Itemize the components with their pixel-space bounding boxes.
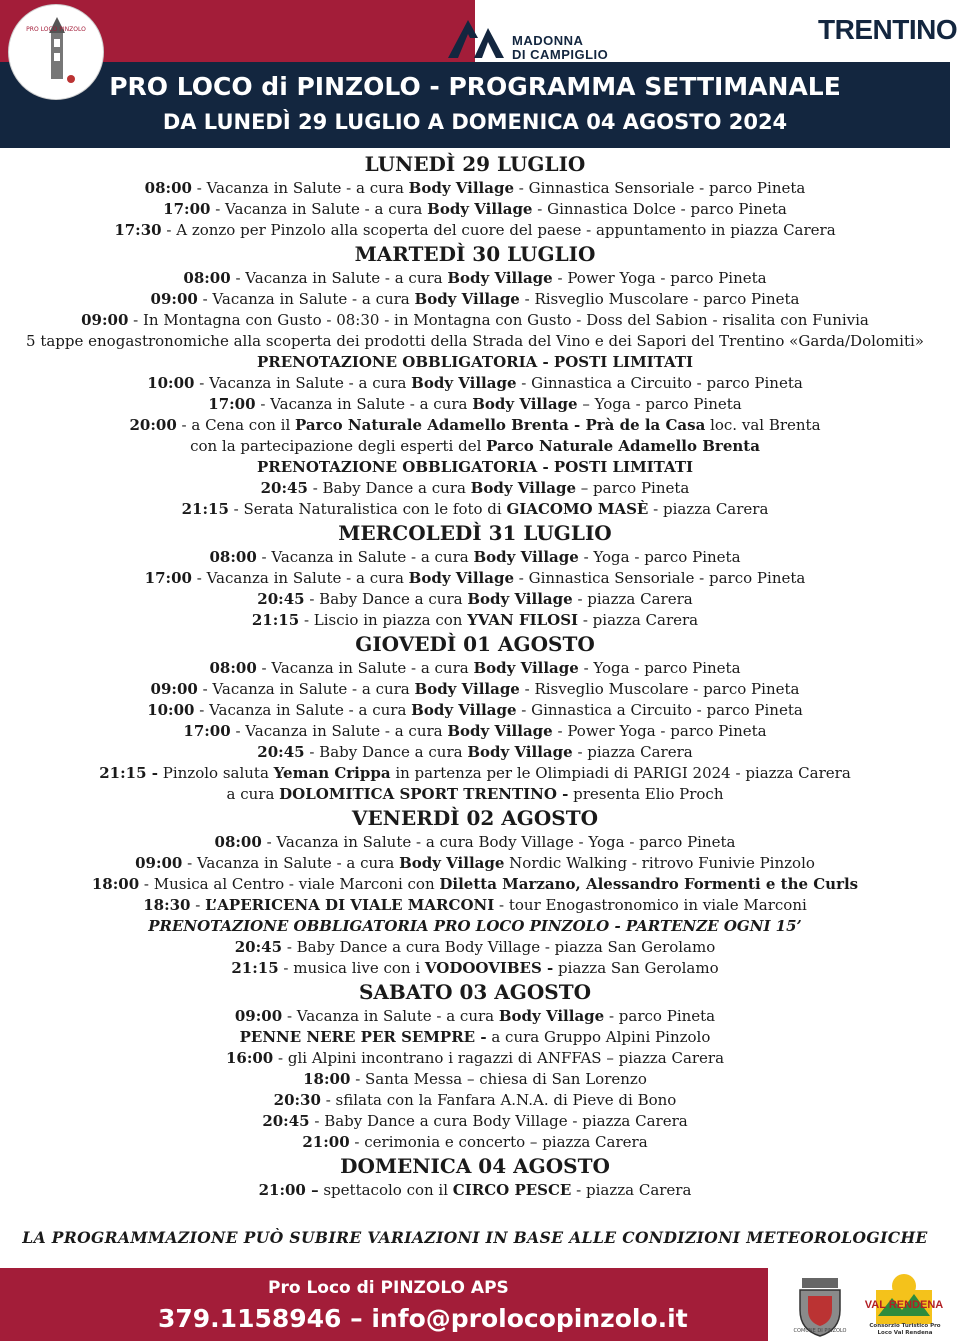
event-line xyxy=(0,568,950,589)
event-text: 5 tappe enogastronomiche alla scoperta dei prodotti della Strada del Vino e dei Sapori del Trentino «Garda/Dolomiti» xyxy=(26,332,924,350)
event-text: PRENOTAZIONE OBBLIGATORIA - POSTI LIMITATI xyxy=(256,458,694,476)
event-highlight: 20:30 xyxy=(273,1091,321,1109)
event-highlight: YVAN FILOSI xyxy=(467,611,579,629)
event-line xyxy=(0,700,950,721)
event-highlight: Body Village xyxy=(498,1007,605,1025)
weather-disclaimer: LA PROGRAMMAZIONE PUÒ SUBIRE VARIAZIONI IN BASE ALLE CONDIZIONI METEOROLOGICHE xyxy=(22,1228,928,1247)
event-text: - cerimonia e concerto – piazza Carera xyxy=(349,1133,648,1151)
madonna-di-campiglio-logo xyxy=(446,14,636,60)
event-text: a cura xyxy=(226,785,280,803)
event-text: - Vacanza in Salute - a cura xyxy=(230,269,448,287)
booking-note xyxy=(0,352,950,373)
event-text: – parco Pineta xyxy=(576,479,690,497)
event-highlight: GIACOMO MASÈ xyxy=(506,500,649,518)
event-line xyxy=(0,658,950,679)
event-highlight: 18:30 xyxy=(143,896,191,914)
event-line xyxy=(0,1027,950,1048)
event-highlight: 18:00 xyxy=(303,1070,351,1088)
event-text: - Vacanza in Salute - a cura xyxy=(194,374,412,392)
event-text: in partenza per le Olimpiadi di PARIGI 2024 - piazza Carera xyxy=(390,764,851,782)
event-text: - Ginnastica Sensoriale - parco Pineta xyxy=(514,569,806,587)
event-text: - A zonzo per Pinzolo alla scoperta del cuore del paese - appuntamento in piazza Carera xyxy=(161,221,836,239)
event-line xyxy=(0,784,950,805)
event-highlight: DOLOMITICA SPORT TRENTINO - xyxy=(279,785,569,803)
event-highlight: 21:15 xyxy=(251,611,300,629)
event-text: - piazza Carera xyxy=(572,590,693,608)
event-highlight: Body Village xyxy=(411,374,517,392)
event-text: - piazza Carera xyxy=(648,500,769,518)
event-text: loc. val Brenta xyxy=(705,416,821,434)
event-text: - parco Pineta xyxy=(604,1007,716,1025)
day-heading: MERCOLEDÌ 31 LUGLIO xyxy=(338,521,612,545)
event-line xyxy=(0,1180,950,1201)
page-title: PRO LOCO di PINZOLO - PROGRAMMA SETTIMANALE xyxy=(109,72,841,101)
event-highlight: 08:00 xyxy=(183,269,231,287)
booking-note xyxy=(0,457,950,478)
event-highlight: Body Village xyxy=(414,290,520,308)
event-highlight: 20:45 xyxy=(257,590,305,608)
event-line xyxy=(0,268,950,289)
event-text: - Vacanza in Salute - a cura xyxy=(256,659,474,677)
event-highlight: 09:00 xyxy=(234,1007,283,1025)
event-text: - Risveglio Muscolare - parco Pineta xyxy=(519,680,800,698)
event-highlight: Body Village xyxy=(447,269,553,287)
event-text: - Vacanza in Salute - a cura xyxy=(282,1007,499,1025)
day-heading: DOMENICA 04 AGOSTO xyxy=(340,1154,610,1178)
event-line xyxy=(0,1090,950,1111)
event-line xyxy=(0,394,950,415)
event-line xyxy=(0,478,950,499)
event-highlight: 08:00 xyxy=(144,179,192,197)
event-text: - Vacanza in Salute - a cura xyxy=(256,548,474,566)
event-text: PRENOTAZIONE OBBLIGATORIA PRO LOCO PINZOLO - PARTENZE OGNI 15’ xyxy=(148,917,802,935)
mountain-peaks-icon xyxy=(446,14,506,60)
val-rendena-wordmark: VAL RENDENA xyxy=(864,1299,944,1311)
event-text: - Vacanza in Salute - a cura xyxy=(230,722,448,740)
event-highlight: Body Village xyxy=(427,200,533,218)
event-line xyxy=(0,499,950,520)
event-highlight: Body Village xyxy=(399,854,505,872)
event-text: - Ginnastica Sensoriale - parco Pineta xyxy=(514,179,806,197)
event-text: - Ginnastica a Circuito - parco Pineta xyxy=(516,701,803,719)
event-text: - Ginnastica Dolce - parco Pineta xyxy=(532,200,787,218)
event-highlight: Yeman Crippa xyxy=(273,764,391,782)
event-text: - Yoga - parco Pineta xyxy=(578,548,741,566)
madonna-logo-text xyxy=(512,34,608,62)
event-line xyxy=(0,721,950,742)
event-highlight: 08:00 xyxy=(209,548,257,566)
event-line xyxy=(0,1069,950,1090)
event-highlight: Body Village xyxy=(470,479,577,497)
event-highlight: VODOOVIBES - xyxy=(424,959,554,977)
event-text: - Musica al Centro - viale Marconi con xyxy=(139,875,440,893)
event-text: - musica live con i xyxy=(278,959,425,977)
day-heading: VENERDÌ 02 AGOSTO xyxy=(351,806,599,830)
madonna-line-1: MADONNA xyxy=(512,33,584,48)
event-text: - Baby Dance a cura xyxy=(307,479,471,497)
event-line xyxy=(0,610,950,631)
event-highlight: Parco Naturale Adamello Brenta - Prà de la Casa xyxy=(295,416,706,434)
day-heading: SABATO 03 AGOSTO xyxy=(358,980,592,1004)
day-heading: MARTEDÌ 30 LUGLIO xyxy=(354,242,596,266)
event-highlight: Diletta Marzano, Alessandro Formenti e the Curls xyxy=(439,875,859,893)
event-line xyxy=(0,589,950,610)
event-highlight: 20:45 xyxy=(234,938,283,956)
event-highlight: 16:00 xyxy=(225,1049,274,1067)
event-text: - Vacanza in Salute - a cura xyxy=(255,395,473,413)
event-highlight: 10:00 xyxy=(147,374,195,392)
event-text: presenta Elio Proch xyxy=(568,785,724,803)
event-text: - Vacanza in Salute - a cura xyxy=(191,569,409,587)
event-line xyxy=(0,895,950,916)
page-subtitle: DA LUNEDÌ 29 LUGLIO A DOMENICA 04 AGOSTO 2024 xyxy=(162,110,788,134)
event-highlight: 20:45 xyxy=(260,479,308,497)
event-highlight: L’APERICENA DI VIALE MARCONI xyxy=(205,896,495,914)
event-highlight: 17:00 xyxy=(183,722,231,740)
event-text: - piazza Carera xyxy=(578,611,699,629)
event-highlight: CIRCO PESCE xyxy=(452,1181,572,1199)
event-line xyxy=(0,853,950,874)
event-text: - Serata Naturalistica con le foto di xyxy=(228,500,507,518)
event-text: - Ginnastica a Circuito - parco Pineta xyxy=(516,374,803,392)
event-line xyxy=(0,1006,950,1027)
event-text: - Baby Dance a cura xyxy=(304,743,468,761)
event-highlight: Parco Naturale Adamello Brenta xyxy=(486,437,760,455)
event-text: - Baby Dance a cura xyxy=(304,590,468,608)
event-line xyxy=(0,199,950,220)
logo-caption: PRO LOCO PINZOLO xyxy=(26,26,86,33)
event-highlight: 10:00 xyxy=(147,701,195,719)
event-text: - Risveglio Muscolare - parco Pineta xyxy=(519,290,800,308)
event-text: - tour Enogastronomico in viale Marconi xyxy=(494,896,807,914)
event-text: - a Cena con il xyxy=(176,416,296,434)
booking-note xyxy=(0,916,950,937)
event-text: a cura Gruppo Alpini Pinzolo xyxy=(486,1028,711,1046)
event-line xyxy=(0,415,950,436)
event-highlight: Body Village xyxy=(473,548,579,566)
event-line xyxy=(0,958,950,979)
event-text: - Vacanza in Salute - a cura xyxy=(210,200,428,218)
event-line xyxy=(0,547,950,568)
event-highlight: 09:00 xyxy=(150,680,198,698)
event-text: - sfilata con la Fanfara A.N.A. di Pieve di Bono xyxy=(320,1091,677,1109)
trentino-logo: TRENTINO xyxy=(818,14,957,45)
event-text: - Power Yoga - parco Pineta xyxy=(552,722,767,740)
event-line xyxy=(0,220,950,241)
footer xyxy=(0,1268,950,1341)
event-highlight: 21:15 xyxy=(231,959,279,977)
event-text: - In Montagna con Gusto - 08:30 - in Montagna con Gusto - Doss del Sabion - risalita con Funivia xyxy=(128,311,869,329)
event-text: - Vacanza in Salute - a cura xyxy=(194,701,412,719)
event-highlight: 21:00 xyxy=(302,1133,350,1151)
event-highlight: 09:00 xyxy=(135,854,183,872)
event-text: - Vacanza in Salute - a cura xyxy=(197,680,415,698)
event-text: - Vacanza in Salute - a cura Body Village - Yoga - parco Pineta xyxy=(261,833,736,851)
event-highlight: Body Village xyxy=(467,743,573,761)
event-highlight: Body Village xyxy=(447,722,553,740)
event-line xyxy=(0,436,950,457)
event-highlight: Body Village xyxy=(408,179,514,197)
event-highlight: 17:00 xyxy=(144,569,192,587)
day-heading: LUNEDÌ 29 LUGLIO xyxy=(364,152,586,176)
event-highlight: Body Village xyxy=(473,659,579,677)
footer-organization: Pro Loco di PINZOLO APS xyxy=(268,1278,509,1298)
event-highlight: Body Village xyxy=(408,569,514,587)
event-text: piazza San Gerolamo xyxy=(553,959,719,977)
event-text: spettacolo con il xyxy=(318,1181,453,1199)
event-text: - Power Yoga - parco Pineta xyxy=(552,269,767,287)
event-highlight: 17:00 xyxy=(163,200,211,218)
event-line xyxy=(0,178,950,199)
event-text: - Baby Dance a cura Body Village - piazza San Gerolamo xyxy=(282,938,716,956)
event-line xyxy=(0,1048,950,1069)
event-text: - Vacanza in Salute - a cura xyxy=(197,290,415,308)
event-text: - Vacanza in Salute - a cura xyxy=(191,179,409,197)
day-heading: GIOVEDÌ 01 AGOSTO xyxy=(355,632,595,656)
event-highlight: 08:00 xyxy=(214,833,262,851)
event-highlight: 21:00 – xyxy=(258,1181,319,1199)
event-highlight: 21:15 - xyxy=(99,764,158,782)
event-highlight: 08:00 xyxy=(209,659,257,677)
event-line xyxy=(0,742,950,763)
event-highlight: Body Village xyxy=(472,395,578,413)
event-highlight: 20:00 xyxy=(129,416,177,434)
event-highlight: 09:00 xyxy=(81,311,129,329)
event-highlight: 18:00 xyxy=(91,875,140,893)
event-text: Pinzolo saluta xyxy=(157,764,274,782)
event-line xyxy=(0,679,950,700)
event-highlight: 20:45 xyxy=(262,1112,310,1130)
madonna-line-2: DI CAMPIGLIO xyxy=(512,47,609,62)
event-line xyxy=(0,832,950,853)
val-rendena-caption: Consorzio Turistico Pro Loco Val Rendena xyxy=(869,1323,941,1336)
event-text: - Baby Dance a cura Body Village - piazza Carera xyxy=(309,1112,688,1130)
event-line xyxy=(0,1132,950,1153)
event-line xyxy=(0,874,950,895)
event-highlight: 09:00 xyxy=(150,290,198,308)
header xyxy=(0,0,957,148)
event-line xyxy=(0,373,950,394)
event-text: con la partecipazione degli esperti del xyxy=(190,437,487,455)
event-highlight: Body Village xyxy=(467,590,573,608)
crest-caption: COMUNE DI PINZOLO xyxy=(793,1328,847,1334)
event-highlight: PENNE NERE PER SEMPRE - xyxy=(239,1028,487,1046)
event-text: - gli Alpini incontrano i ragazzi di ANFFAS – piazza Carera xyxy=(273,1049,725,1067)
event-text: PRENOTAZIONE OBBLIGATORIA - POSTI LIMITATI xyxy=(256,353,694,371)
event-highlight: 21:15 xyxy=(181,500,229,518)
event-line xyxy=(0,289,950,310)
event-line xyxy=(0,763,950,784)
event-text: - piazza Carera xyxy=(571,1181,692,1199)
event-highlight: 20:45 xyxy=(257,743,305,761)
event-highlight: Body Village xyxy=(414,680,520,698)
event-line xyxy=(0,937,950,958)
event-text: Nordic Walking - ritrovo Funivie Pinzolo xyxy=(504,854,815,872)
event-highlight: 17:30 xyxy=(114,221,162,239)
event-text: - piazza Carera xyxy=(572,743,693,761)
event-text: - xyxy=(190,896,206,914)
event-text: - Santa Messa – chiesa di San Lorenzo xyxy=(350,1070,647,1088)
event-text: – Yoga - parco Pineta xyxy=(577,395,742,413)
event-text: - Yoga - parco Pineta xyxy=(578,659,741,677)
event-line xyxy=(0,331,950,352)
event-highlight: Body Village xyxy=(411,701,517,719)
weekly-program xyxy=(0,151,950,1201)
event-text: - Vacanza in Salute - a cura xyxy=(182,854,400,872)
event-text: - Liscio in piazza con xyxy=(299,611,468,629)
event-highlight: 17:00 xyxy=(208,395,256,413)
footer-contact: 379.1158946 – info@prolocopinzolo.it xyxy=(158,1304,688,1333)
event-line xyxy=(0,1111,950,1132)
event-line xyxy=(0,310,950,331)
val-rendena-logo xyxy=(864,1272,944,1328)
